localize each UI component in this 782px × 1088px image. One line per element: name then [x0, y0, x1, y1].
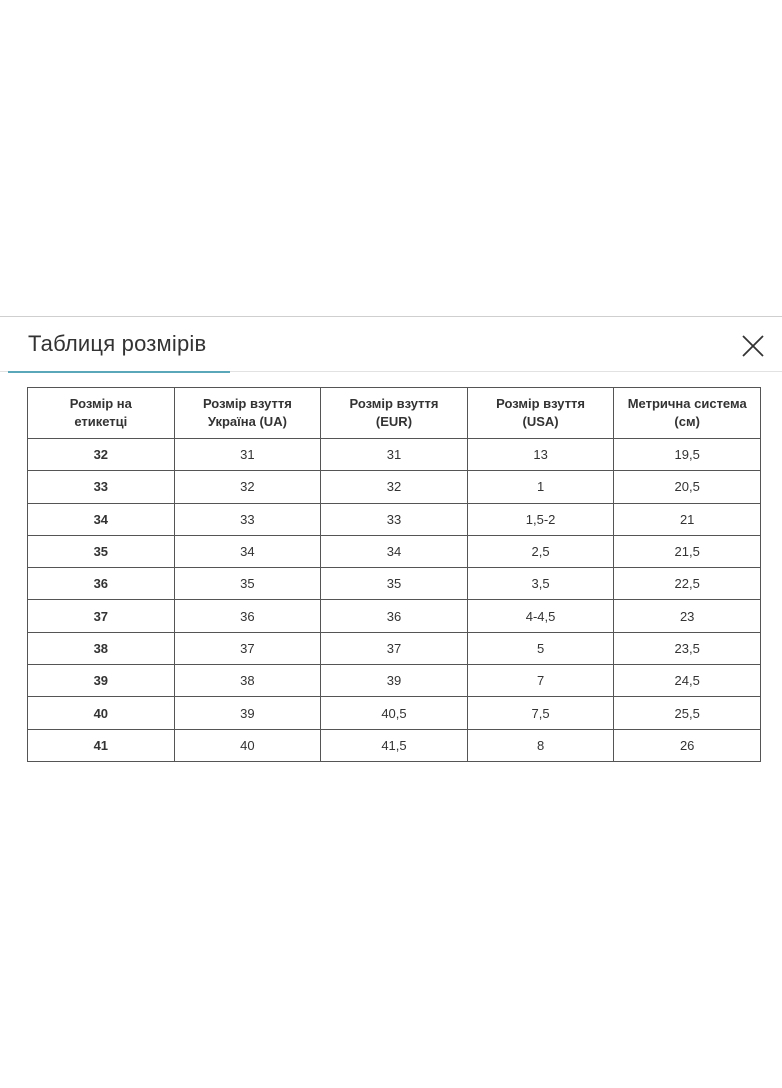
cell-usa-size: 1 — [467, 471, 614, 503]
cell-eur-size: 33 — [321, 503, 468, 535]
cell-metric-size: 26 — [614, 729, 761, 761]
cell-eur-size: 41,5 — [321, 729, 468, 761]
cell-eur-size: 34 — [321, 535, 468, 567]
header-line: етикетці — [74, 414, 128, 429]
cell-ua-size: 32 — [174, 471, 321, 503]
close-button[interactable] — [738, 331, 768, 361]
header-label-size — [28, 388, 175, 439]
cell-ua-size: 37 — [174, 632, 321, 664]
table-row — [28, 568, 761, 600]
cell-metric-size: 22,5 — [614, 568, 761, 600]
table-body — [28, 439, 761, 762]
cell-usa-size: 7,5 — [467, 697, 614, 729]
cell-label-size: 38 — [28, 632, 175, 664]
table-row — [28, 535, 761, 567]
table-row — [28, 439, 761, 471]
cell-eur-size: 32 — [321, 471, 468, 503]
header-ua-size — [174, 388, 321, 439]
cell-eur-size: 31 — [321, 439, 468, 471]
cell-metric-size: 20,5 — [614, 471, 761, 503]
header-line: Метрична система — [627, 396, 747, 411]
cell-label-size: 34 — [28, 503, 175, 535]
header-line: (EUR) — [375, 414, 413, 429]
cell-metric-size: 25,5 — [614, 697, 761, 729]
header-line: (см) — [674, 414, 700, 429]
cell-metric-size: 21,5 — [614, 535, 761, 567]
cell-usa-size: 13 — [467, 439, 614, 471]
cell-metric-size: 21 — [614, 503, 761, 535]
cell-label-size: 41 — [28, 729, 175, 761]
header-line: Розмір на — [69, 396, 132, 411]
cell-label-size: 32 — [28, 439, 175, 471]
table-row — [28, 503, 761, 535]
cell-usa-size: 4-4,5 — [467, 600, 614, 632]
cell-ua-size: 36 — [174, 600, 321, 632]
table-header-row — [28, 388, 761, 439]
cell-eur-size: 39 — [321, 665, 468, 697]
cell-usa-size: 5 — [467, 632, 614, 664]
cell-usa-size: 1,5-2 — [467, 503, 614, 535]
cell-ua-size: 31 — [174, 439, 321, 471]
header-line: Розмір взуття — [202, 396, 292, 411]
cell-metric-size: 24,5 — [614, 665, 761, 697]
cell-metric-size: 23,5 — [614, 632, 761, 664]
close-icon — [738, 331, 768, 361]
cell-metric-size: 23 — [614, 600, 761, 632]
header-metric-size — [614, 388, 761, 439]
cell-label-size: 35 — [28, 535, 175, 567]
table-row — [28, 729, 761, 761]
cell-metric-size: 19,5 — [614, 439, 761, 471]
cell-label-size: 39 — [28, 665, 175, 697]
header-eur-size — [321, 388, 468, 439]
table-row — [28, 665, 761, 697]
header-usa-size — [467, 388, 614, 439]
modal-title: Таблиця розмірів — [28, 331, 207, 356]
table-row — [28, 697, 761, 729]
header-line: (USA) — [522, 414, 559, 429]
header-line: Розмір взуття — [496, 396, 586, 411]
cell-label-size: 37 — [28, 600, 175, 632]
table-row — [28, 632, 761, 664]
cell-label-size: 36 — [28, 568, 175, 600]
cell-usa-size: 2,5 — [467, 535, 614, 567]
cell-eur-size: 37 — [321, 632, 468, 664]
header-accent-underline — [8, 371, 230, 373]
cell-ua-size: 33 — [174, 503, 321, 535]
cell-eur-size: 36 — [321, 600, 468, 632]
cell-usa-size: 8 — [467, 729, 614, 761]
cell-usa-size: 7 — [467, 665, 614, 697]
cell-eur-size: 35 — [321, 568, 468, 600]
header-line: Україна (UA) — [207, 414, 287, 429]
cell-ua-size: 39 — [174, 697, 321, 729]
cell-ua-size: 38 — [174, 665, 321, 697]
cell-ua-size: 34 — [174, 535, 321, 567]
header-line: Розмір взуття — [349, 396, 439, 411]
cell-usa-size: 3,5 — [467, 568, 614, 600]
cell-ua-size: 40 — [174, 729, 321, 761]
cell-ua-size: 35 — [174, 568, 321, 600]
cell-label-size: 33 — [28, 471, 175, 503]
cell-label-size: 40 — [28, 697, 175, 729]
size-table — [27, 387, 761, 762]
table-header — [28, 388, 761, 439]
table-row — [28, 600, 761, 632]
modal-header — [0, 317, 782, 371]
size-chart-modal — [0, 316, 782, 773]
cell-eur-size: 40,5 — [321, 697, 468, 729]
table-row — [28, 471, 761, 503]
